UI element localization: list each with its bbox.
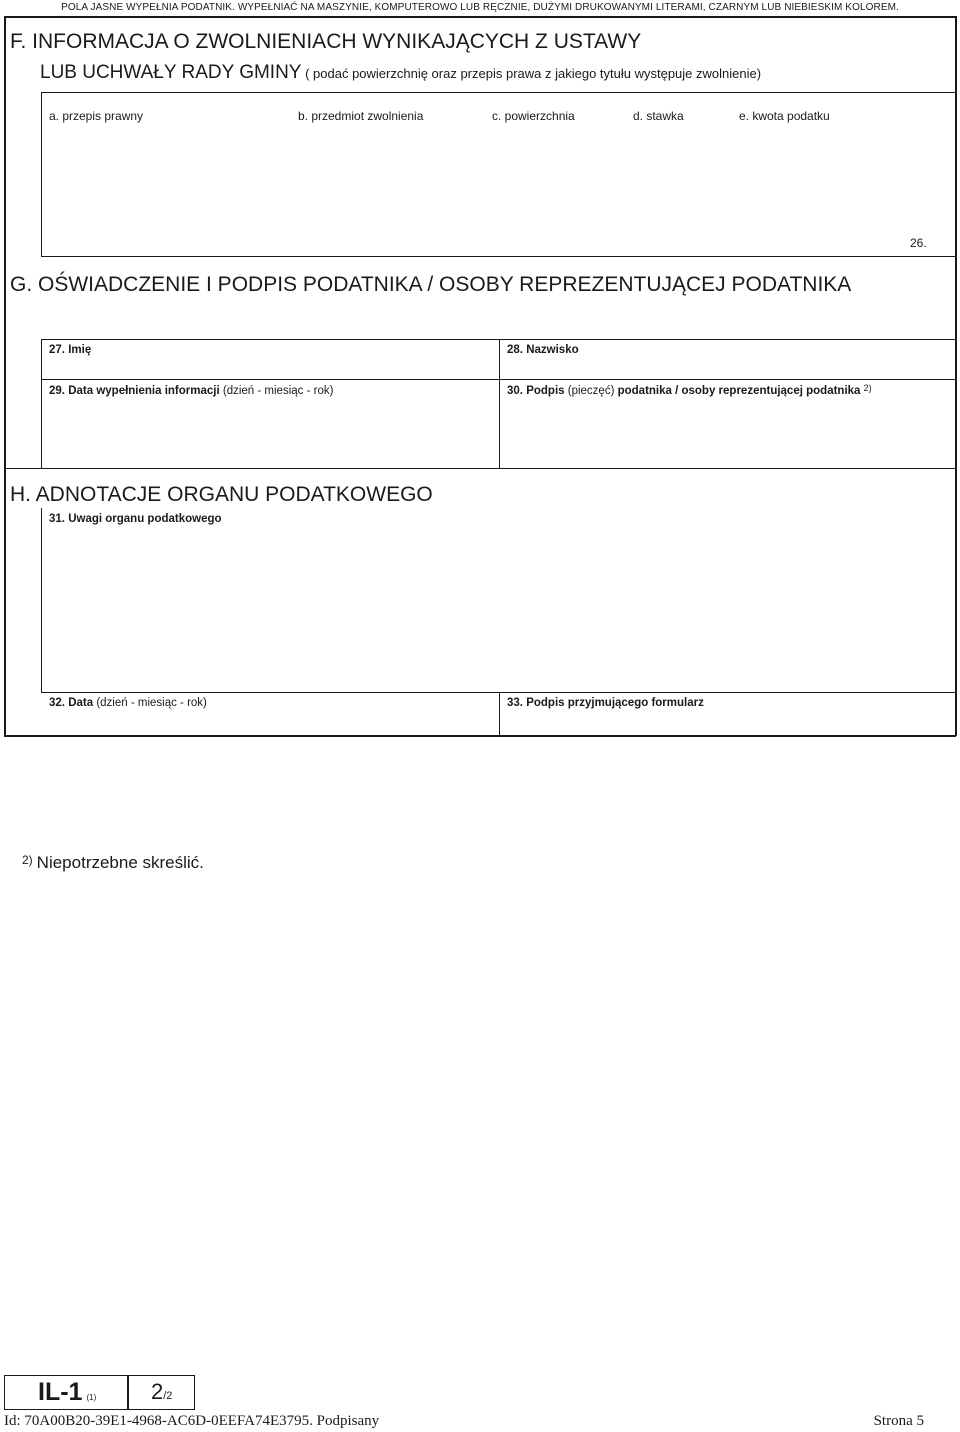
field-30-number: 30. [507,385,523,397]
field-27-text: Imię [68,344,92,356]
page-label: Strona 5 [873,1413,924,1429]
field-29-label [49,385,333,397]
section-f-subtitle-main: LUB UCHWAŁY RADY GMINY [40,62,302,83]
frame-bottom-border [4,735,956,737]
field-32-text: Data [68,697,94,709]
field-26-number: 26. [910,236,927,250]
field-29-hint: (dzień - miesiąc - rok) [219,385,334,397]
exemption-details-field[interactable] [43,128,954,254]
authority-remarks-field[interactable] [43,530,954,690]
field-32-number: 32. [49,697,65,709]
field-29-number: 29. [49,385,65,397]
footnote-marker: 2) [22,853,33,867]
footnote-text: Niepotrzebne skreślić. [36,853,204,872]
frame-right-border [955,16,957,736]
receiver-signature-field[interactable] [501,712,954,734]
section-h-title: H. ADNOTACJE ORGANU PODATKOWEGO [10,483,433,506]
field-27-number: 27. [49,344,65,356]
frame-top-border [4,16,956,18]
field-31-label [49,513,222,525]
section-h-column-divider [499,692,500,736]
column-header-exemption-subject: b. przedmiot zwolnienia [298,109,424,123]
column-header-legal-basis: a. przepis prawny [49,109,144,123]
section-f-subtitle-note: ( podać powierzchnię oraz przepis prawa z jakiego tytułu występuje zwolnienie) [301,66,762,81]
field-32-hint: (dzień - miesiąc - rok) [93,697,207,709]
section-f-subtitle [40,62,761,84]
form-variant: (1) [86,1393,97,1402]
field-28-text: Nazwisko [526,344,579,356]
column-header-rate: d. stawka [633,109,684,123]
table-f-left-border [41,92,42,257]
form-code [38,1378,96,1407]
field-30-hint: (pieczęć) [564,385,618,397]
table-f-bottom-border [41,256,956,257]
field-30-text-2: podatnika / osoby reprezentującej podatnika [617,385,861,397]
column-header-tax-amount: e. kwota podatku [739,109,830,123]
field-32-label [49,697,207,709]
section-g-left-border [41,339,42,469]
field-31-number: 31. [49,513,65,525]
field-33-number: 33. [507,697,523,709]
taxpayer-signature-field[interactable] [501,400,954,466]
frame-left-border [4,16,6,736]
section-h-left-border [41,508,42,693]
top-instruction: POLA JASNE WYPEŁNIA PODATNIK. WYPEŁNIAĆ NA MASZYNIE, KOMPUTEROWO LUB RĘCZNIE, DUŻYMI DRUKOWANYMI LITERAMI, CZARNYM LUB NIEBIESKIM KOLOREM. [61,2,899,13]
first-name-field[interactable] [43,358,498,378]
field-33-text: Podpis przyjmującego formularz [526,697,704,709]
section-g-column-divider [499,339,500,469]
section-g-bottom-border [4,468,956,469]
field-29-text: Data wypełnienia informacji [68,385,220,397]
column-header-area: c. powierzchnia [492,109,575,123]
field-30-text: Podpis [526,385,565,397]
section-g-title: G. OŚWIADCZENIE I PODPIS PODATNIKA / OSOBY REPREZENTUJĄCEJ PODATNIKA [10,273,852,296]
form-page-total: /2 [163,1390,173,1402]
section-f-title: F. INFORMACJA O ZWOLNIENIACH WYNIKAJĄCYCH Z USTAWY [10,30,642,53]
table-f-top-border [41,92,956,93]
form-code-text: IL-1 [38,1378,83,1406]
field-28-label [507,344,579,356]
form-code-divider [127,1375,129,1410]
form-page-current: 2 [151,1379,164,1404]
field-31-text: Uwagi organu podatkowego [68,513,222,525]
form-page-count [151,1379,172,1405]
field-30-label [507,385,872,397]
field-28-number: 28. [507,344,523,356]
field-30-footnote-ref: 2) [863,383,872,393]
footnote [22,853,204,873]
field-27-label [49,344,91,356]
field-33-label [507,697,704,709]
receipt-date-field[interactable] [43,712,498,734]
document-id: Id: 70A00B20-39E1-4968-AC6D-0EEFA74E3795. Podpisany [4,1413,380,1429]
fill-date-field[interactable] [43,400,498,466]
last-name-field[interactable] [501,358,954,378]
